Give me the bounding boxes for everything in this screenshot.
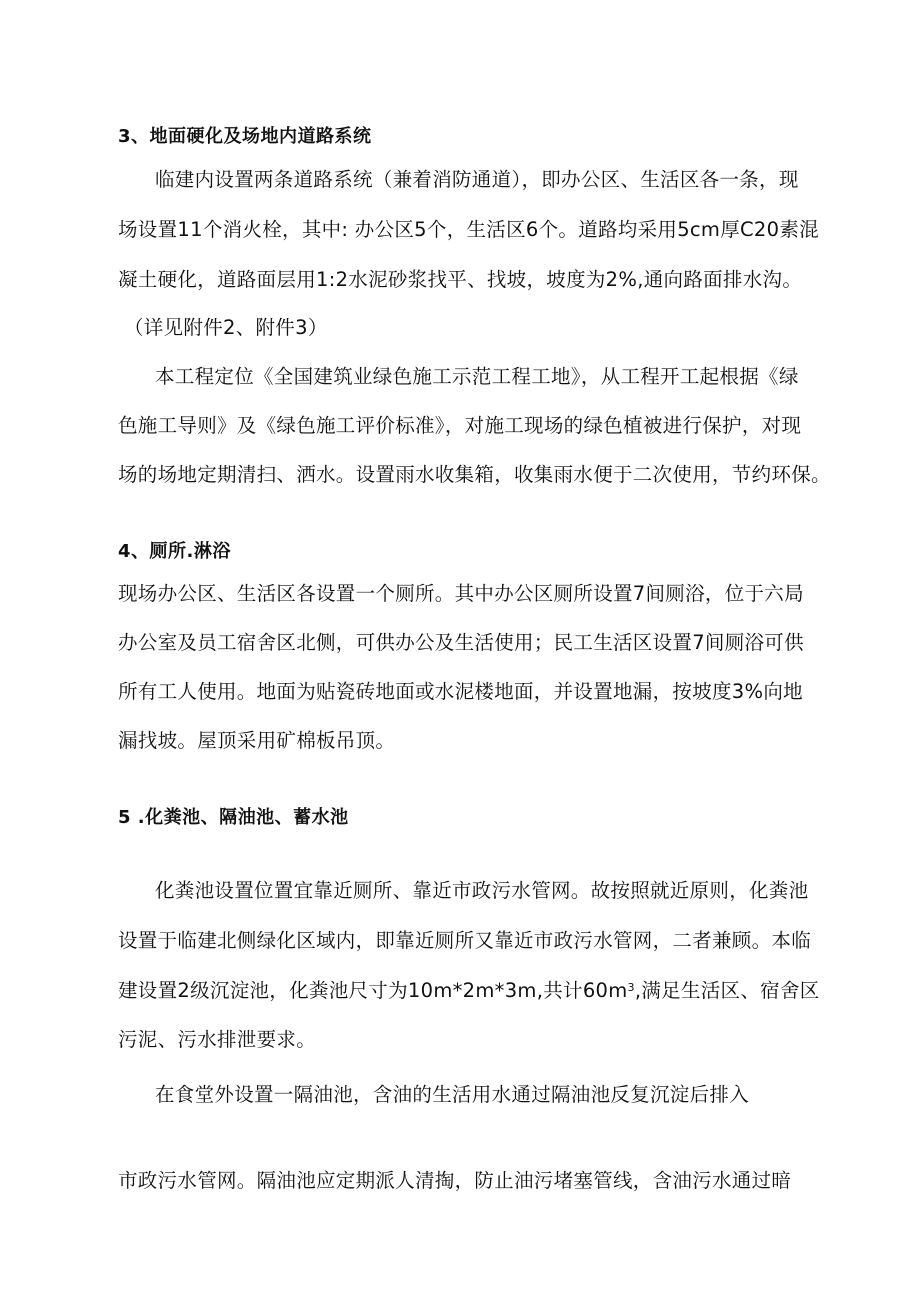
section-4-line-4: 漏找坡。屋顶采用矿棉板吊顶。: [118, 729, 396, 752]
section-5-line-3-text: 建设置2级沉淀池，化粪池尺寸为10m*2m*3m,共计60m: [118, 979, 628, 1002]
section-3-line-6: 色施工导则》及《绿色施工评价标准》，对施工现场的绿色植被进行保护，对现: [118, 414, 802, 437]
section-5-line-1: 化粪池设置位置宜靠近厕所、靠近市政污水管网。故按照就近原则，化粪池: [155, 879, 809, 902]
section-5-heading: 5 .化粪池、隔油池、蓄水池: [118, 807, 349, 828]
section-4-heading: 4、厕所.淋浴: [118, 541, 231, 562]
section-4-line-3: 所有工人使用。地面为贴瓷砖地面或水泥楼地面，并设置地漏，按坡度3%向地: [118, 680, 803, 703]
section-5-line-3-tail: ,满足生活区、宿舍区: [634, 979, 820, 1002]
section-5-line-3: [118, 978, 820, 1004]
section-3-line-7: 场的场地定期清扫、洒水。设置雨水收集箱，收集雨水便于二次使用，节约环保。: [118, 463, 831, 486]
section-3-line-3: 凝土硬化，道路面层用1:2水泥砂浆找平、找坡，坡度为2%,通向路面排水沟。: [118, 268, 803, 291]
section-5-line-6: 市政污水管网。隔油池应定期派人清掏，防止油污堵塞管线，含油污水通过暗: [118, 1169, 792, 1192]
section-5-line-4: 污泥、污水排泄要求。: [118, 1028, 317, 1051]
section-3-note: （详见附件2、附件3）: [124, 316, 328, 339]
section-3-heading: 3、地面硬化及场地内道路系统: [118, 126, 372, 147]
section-3-line-5: 本工程定位《全国建筑业绿色施工示范工程工地》，从工程开工起根据《绿: [155, 365, 799, 388]
section-4-line-1: 现场办公区、生活区各设置一个厕所。其中办公区厕所设置7间厕浴，位于六局: [118, 582, 804, 605]
section-3-line-2: 场设置11个消火栓，其中: 办公区5个，生活区6个。道路均采用5cm厚C20素混: [118, 218, 819, 241]
section-3-line-1: 临建内设置两条道路系统（兼着消防通道），即办公区、生活区各一条，现: [155, 168, 799, 191]
section-5-line-5: 在食堂外设置一隔油池，含油的生活用水通过隔油池反复沉淀后排入: [155, 1083, 750, 1106]
cubic-superscript: 3: [627, 981, 635, 994]
section-4-line-2: 办公室及员工宿舍区北侧，可供办公及生活使用；民工生活区设置7间厕浴可供: [118, 631, 804, 654]
section-5-line-2: 设置于临建北侧绿化区域内，即靠近厕所又靠近市政污水管网，二者兼顾。本临: [118, 929, 812, 952]
